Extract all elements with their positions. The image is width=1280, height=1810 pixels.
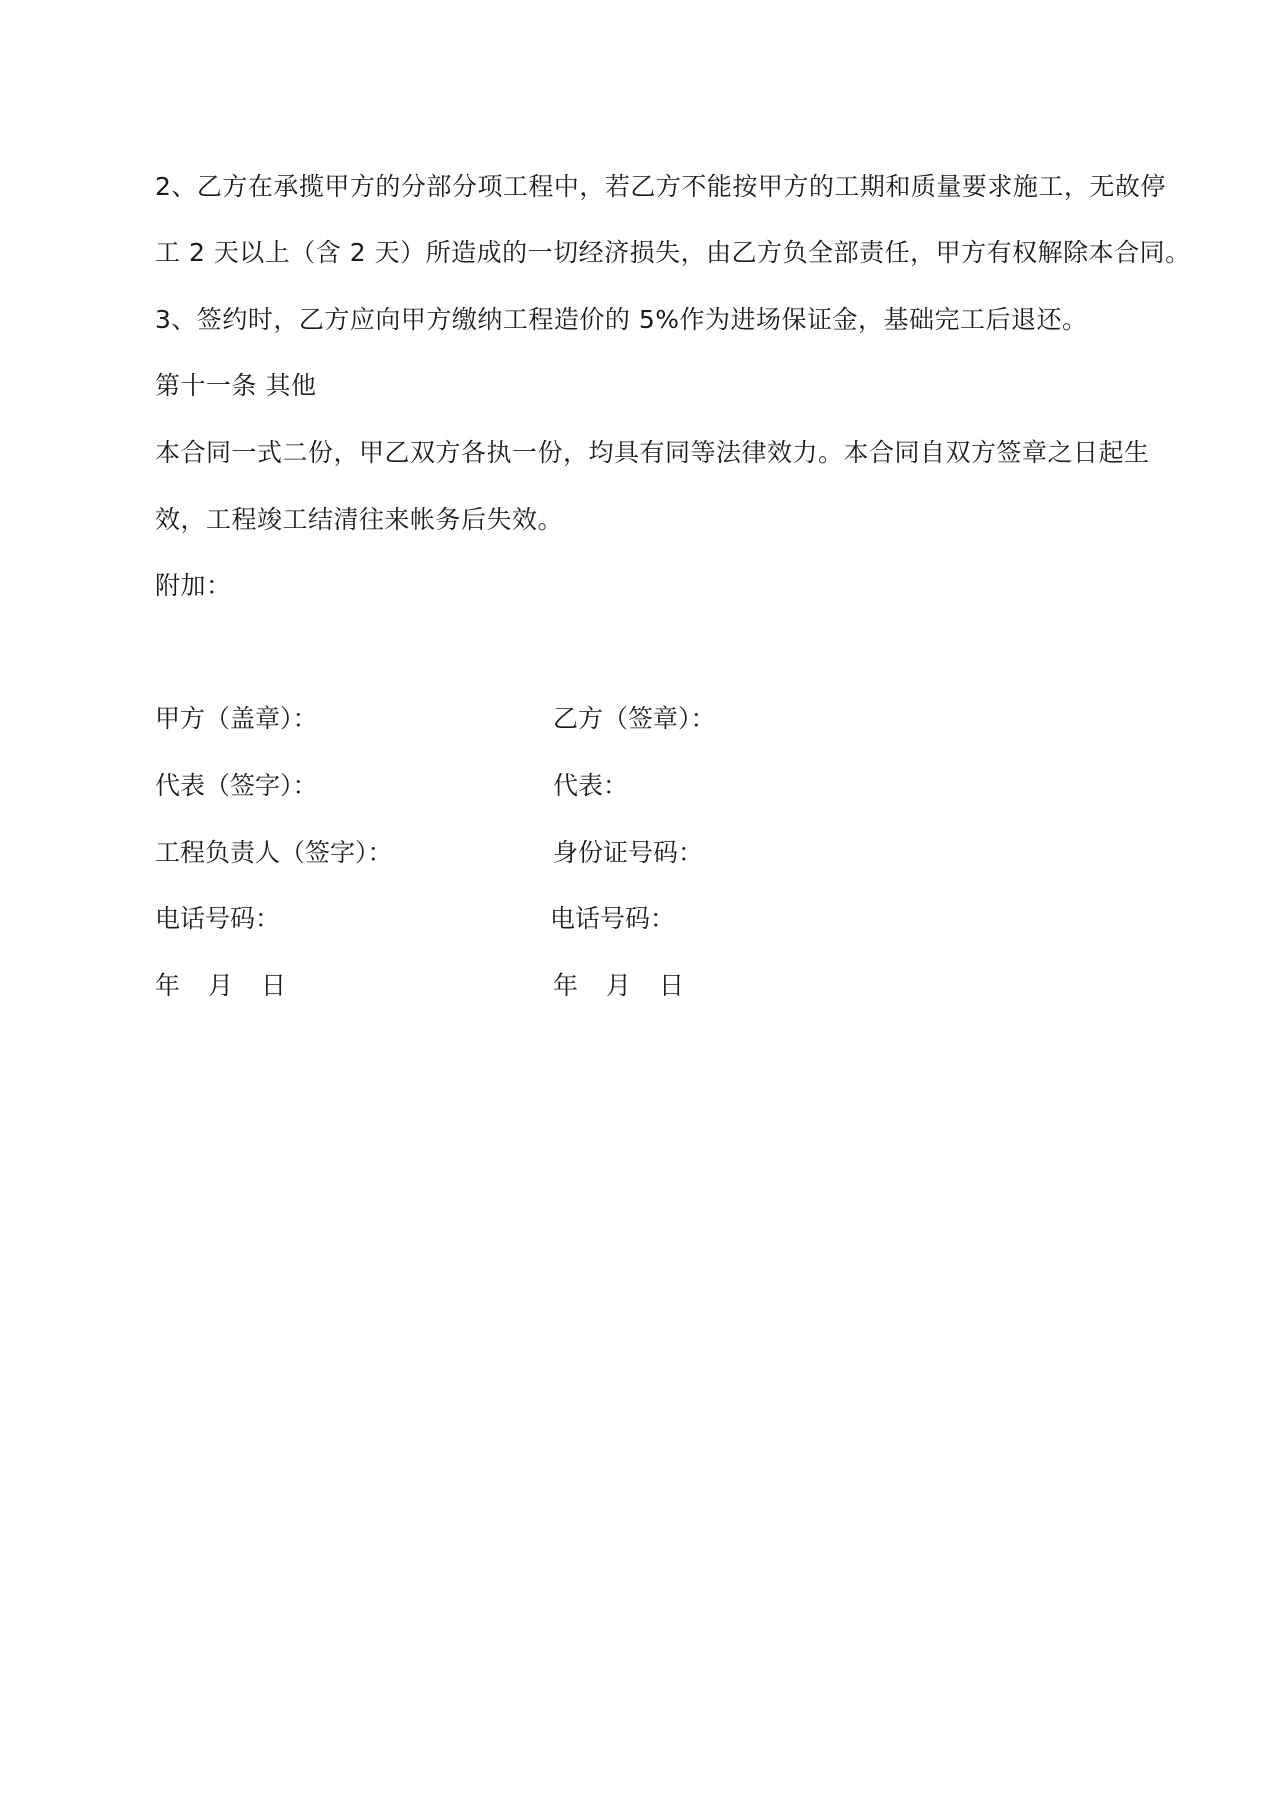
party-a-date-month: 月 [208,971,234,1000]
party-b-phone-label: 电话号码： [550,904,676,933]
party-b-date [553,969,712,1003]
article-11-line-1: 本合同一式二份，甲乙双方各执一份，均具有同等法律效力。本合同自双方签章之日起生 [155,438,1150,467]
party-a-date-day: 日 [261,971,287,1000]
party-b-id-number-label: 身份证号码： [553,838,704,867]
party-a-date-year: 年 [155,971,181,1000]
party-a-date [155,969,314,1003]
clause-3: 3、签约时，乙方应向甲方缴纳工程造价的 5%作为进场保证金，基础完工后退还。 [155,305,1088,334]
party-b-seal-label: 乙方（签章）： [553,704,716,733]
party-b-date-month: 月 [606,971,632,1000]
party-b-date-day: 日 [659,971,685,1000]
party-b-representative-label: 代表： [553,771,629,800]
party-a-representative-label: 代表（签字）： [155,771,318,800]
party-b-date-year: 年 [553,971,579,1000]
party-a-phone-label: 电话号码： [155,904,281,933]
signature-row-date [155,969,1055,1003]
article-11-line-2: 效，工程竣工结清往来帐务后失效。 [155,505,564,534]
clause-2-line-2: 工 2 天以上（含 2 天）所造成的一切经济损失，由乙方负全部责任，甲方有权解除本合同。 [155,238,1191,267]
article-11-heading: 第十一条 其他 [155,371,317,400]
signature-row-phone [155,902,1055,936]
party-a-project-lead-label: 工程负责人（签字）： [155,838,393,867]
signature-row-lead-id [155,836,1055,870]
signature-row-seal [155,702,1055,736]
signature-row-representative [155,769,1055,803]
clause-2-line-1: 2、乙方在承揽甲方的分部分项工程中，若乙方不能按甲方的工期和质量要求施工，无故停 [155,172,1166,201]
party-a-seal-label: 甲方（盖章）： [155,704,318,733]
appendix-label: 附加： [155,571,232,600]
